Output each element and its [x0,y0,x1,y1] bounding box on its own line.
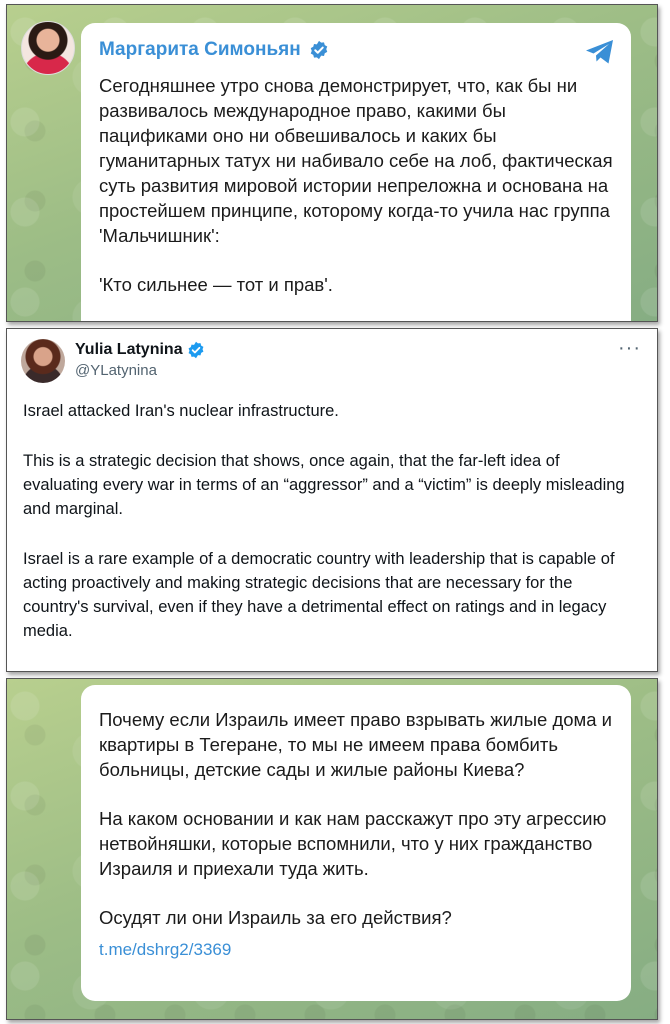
tweet-paragraph: Israel attacked Iran's nuclear infrastructure. [23,402,339,420]
tweet-text [23,399,633,669]
tweet-header [75,341,205,379]
message-paragraph: Осудят ли они Израиль за его действия? [99,907,452,928]
verified-badge-icon [309,40,329,60]
message-text [99,73,613,297]
message-paragraph: 'Кто сильнее — тот и прав'. [99,274,333,295]
more-options-icon[interactable]: ··· [618,337,641,359]
telegram-post-panel-1 [6,4,658,322]
tweet-paragraph: This is a strategic decision that shows, once again, that the far-left idea of evaluating every war in terms of an “aggressor” and a “victim” is deeply misleading and marginal. [23,452,625,518]
telegram-plane-icon [585,39,615,65]
verified-badge-icon [187,341,205,359]
message-paragraph: Сегодняшнее утро снова демонстрирует, что, как бы ни развивалось международное право, какими бы пацификами оно ни обвешивалось и каких бы гуманитарных татух ни набивало себе на лоб, фактическая суть развития мировой истории непреложна и основана на простейшем принципе, которому когда-то учила нас группа 'Мальчишник': [99,75,613,246]
message-link[interactable]: t.me/dshrg2/3369 [99,940,232,959]
telegram-post-panel-2 [6,678,658,1020]
message-header [99,37,613,63]
twitter-post-panel [6,328,658,672]
channel-avatar[interactable] [21,21,75,75]
user-handle[interactable]: @YLatynina [75,362,157,379]
message-text [99,707,613,960]
channel-name[interactable]: Маргарита Симоньян [99,39,301,60]
message-bubble [81,685,631,1001]
display-name[interactable]: Yulia Latynina [75,341,183,358]
message-paragraph: Почему если Израиль имеет право взрывать жилые дома и квартиры в Тегеране, то мы не имеем права бомбить больницы, детские сады и жилые районы Киева? [99,709,613,780]
message-bubble [81,23,631,322]
profile-avatar[interactable] [21,339,65,383]
message-paragraph: На каком основании и как нам расскажут про эту агрессию нетвойняшки, которые вспомнили, что у них гражданство Израиля и приехали туда жить. [99,808,607,879]
name-row [75,341,205,359]
tweet-paragraph: Israel is a rare example of a democratic country with leadership that is capable of acting proactively and making strategic decisions that are necessary for the country's survival, even if they have a detrimental effect on ratings and in legacy media. [23,550,615,640]
